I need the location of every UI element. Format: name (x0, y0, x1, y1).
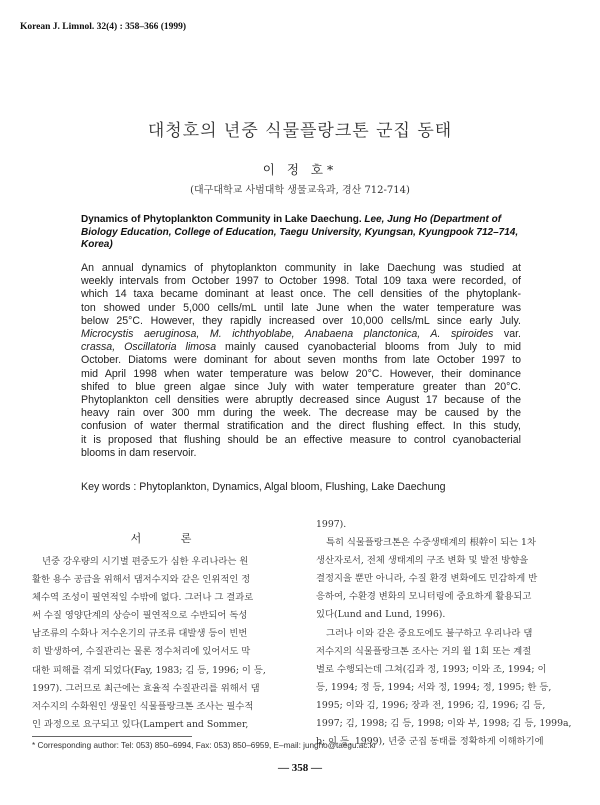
body-line: 대한 피해를 겪게 되었다(Fay, 1983; 김 등, 1996; 이 등, (32, 664, 266, 676)
body-line: 저수지의 수화원인 생물인 식물플랑크톤 조사는 필수적 (32, 700, 254, 712)
abstract-line-species (81, 341, 521, 354)
author-korean: 이 정 호* (262, 162, 338, 177)
body-column-left (32, 553, 294, 734)
abstract-line-rest: var. (493, 328, 521, 341)
abstract-line: it is proposed that flushing should be an effective measure to control cyanobacterial (81, 433, 521, 446)
body-column-right (316, 516, 574, 751)
abstract (81, 262, 521, 460)
abstract-line: below 25°C. However, they rapidly increased over 10,000 cells/mL since early July. (81, 314, 521, 327)
body-line: 써 수질 영양단계의 상승이 필연적으로 수반되어 독성 (32, 610, 248, 622)
journal-citation: Korean J. Limnol. 32(4) : 358–366 (1999) (20, 22, 187, 32)
abstract-line: heavy rain over 300 mm during the week. The decrease may be caused by the (81, 407, 521, 420)
body-line: 생산자로서, 전체 생태계의 구조 변화 및 발전 방향을 (316, 555, 529, 567)
corresponding-author-footnote: * Corresponding author: Tel: 053) 850–6994, Fax: 053) 850–6959, E–mail: jungho@taegu.ac.kr (32, 741, 377, 750)
affiliation-korean: (대구대학교 사범대학 생물교육과, 경산 712-714) (190, 185, 410, 196)
body-line: 특히 식물플랑크톤은 수중생태계의 根幹이 되는 1차 (326, 537, 536, 549)
body-line: 등, 1994; 정 등, 1994; 서와 정, 1994; 정, 1995; 한 등, (316, 681, 552, 693)
body-line: 결정지을 뿐만 아니라, 수질 환경 변화에도 민감하게 반 (316, 573, 538, 585)
body-line: b; 이 등, 1999), 년중 군집 동태를 정확하게 이해하기에 (316, 736, 544, 748)
abstract-line: weekly intervals from October 1997 to October 1998. Total 109 taxa were recorded, of (81, 275, 521, 288)
body-line: 1997). (316, 519, 347, 530)
abstract-line: which 14 taxa became dominant at least once. The cell densities of the phytoplank- (81, 288, 521, 301)
abstract-line: An annual dynamics of phytoplankton community in lake Daechung was studied at (81, 262, 521, 274)
body-line: 히 발생하여, 수질관리는 물론 정수처리에 있어서도 막 (32, 646, 251, 658)
body-line: 인 과정으로 요구되고 있다(Lampert and Sommer, (32, 718, 249, 730)
keywords: Key words : Phytoplankton, Dynamics, Algal bloom, Flushing, Lake Daechung (81, 481, 446, 493)
body-line: 있다(Lund and Lund, 1996). (316, 609, 446, 621)
english-heading (81, 214, 521, 252)
paper-title-korean: 대청호의 년중 식물플랑크톤 군집 동태 (147, 121, 453, 141)
section-title-introduction: 서 론 (130, 532, 210, 545)
page-number: — 358 — (278, 762, 322, 774)
footnote-divider (32, 736, 192, 737)
body-line: 저수지의 식물플랑크톤 조사는 거의 월 1회 또는 계절 (316, 645, 532, 657)
body-line: 활한 용수 공급을 위해서 댐저수지와 같은 인위적인 정 (32, 574, 251, 586)
english-affiliation: (Department of Biology Education, College of Education, Taegu University, Kyungsan, Kyungpook 712–714, Korea) (81, 214, 519, 250)
abstract-line: October. Diatoms were dominant for about seven months from late October 1997 to (81, 354, 521, 367)
body-line: 1997). 그러므로 최근에는 효율적 수질관리를 위해서 댐 (32, 682, 260, 694)
body-line: 남조류의 수화나 저수온기의 규조류 대발생 등이 빈번 (32, 628, 248, 640)
body-line: 그러나 이와 같은 중요도에도 불구하고 우리나라 댐 (326, 627, 533, 639)
abstract-line-species (81, 328, 521, 341)
abstract-line-rest: mainly caused cyanobacterial blooms from July to mid (216, 341, 521, 354)
body-line: 체수역 조성이 필연적일 수밖에 없다. 그러나 그 결과로 (32, 592, 254, 604)
abstract-line: shifed to blue green algae since July with water temperature greater than 20°C. (81, 380, 521, 393)
body-line: 응하여, 수환경 변화의 모니터링에 중요하게 활용되고 (316, 591, 532, 603)
species-names: crassa, Oscillatoria limosa (81, 341, 217, 354)
english-author: Lee, Jung Ho (364, 214, 428, 225)
abstract-line: blooms in dam reservoir. (81, 446, 197, 459)
body-line: 1997; 김, 1998; 김 등, 1998; 이와 부, 1998; 김 등, 1999a, (316, 718, 572, 730)
english-title: Dynamics of Phytoplankton Community in Lake Daechung. (81, 214, 362, 225)
body-line: 년중 강우량의 시기별 편중도가 심한 우리나라는 원 (42, 556, 249, 567)
abstract-line: mid April 1998 when water temperature was below 20°C. However, their dominance (81, 367, 521, 380)
abstract-line: Phytoplankton cell densities were abruptly decreased since August 17 because of the (81, 394, 521, 407)
abstract-line: ton showed under 5,000 cells/mL until late June when the water temperature was (81, 301, 521, 314)
body-line: 별로 수행되는데 그쳐(김과 정, 1993; 이와 조, 1994; 이 (316, 663, 547, 675)
abstract-line: confusion of water thermal stratification and the direct flushing effect. In this study, (81, 420, 521, 433)
species-names: Microcystis aeruginosa, M. ichthyoblabe, Anabaena planctonica, A. spiroides (81, 328, 494, 341)
body-line: 1995; 이와 김, 1996; 장과 전, 1996; 김, 1996; 김 등, (316, 699, 546, 711)
